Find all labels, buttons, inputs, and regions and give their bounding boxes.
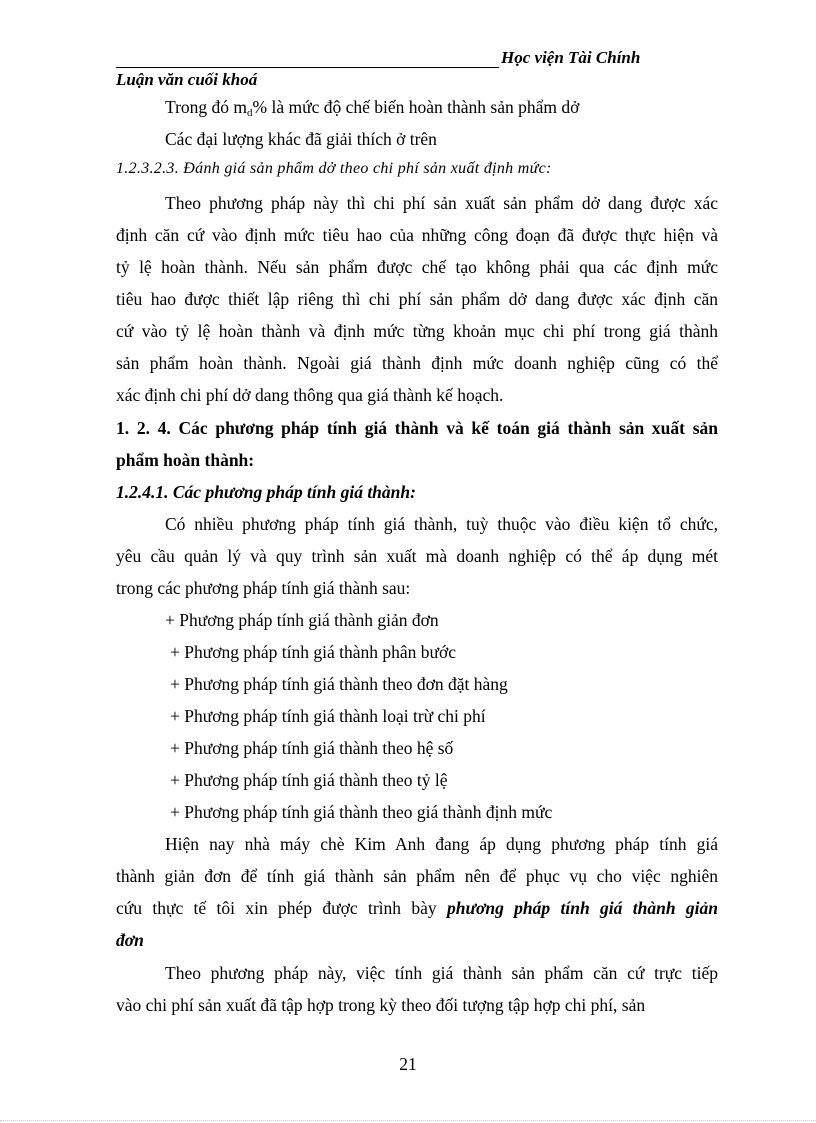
para3-line: Hiện nay nhà máy chè Kim Anh đang áp dụng phương pháp tính giá [165,834,718,854]
para1-line: tiêu hao được thiết lập riêng thì chi phí sản phẩm dở dang được xác định căn [116,289,718,309]
other-quantities-line: Các đại lượng khác đã giải thích ở trên [165,129,437,149]
method-list-item: + Phương pháp tính giá thành theo giá thành định mức [170,802,553,822]
para4-last-line: vào chi phí sản xuất đã tập hợp trong kỳ theo đối tượng tập hợp chi phí, sản [116,995,646,1015]
para2-line: Có nhiều phương pháp tính giá thành, tuỳ thuộc vào điều kiện tổ chức, [165,514,718,534]
section-heading-1-2-4-cont: phẩm hoàn thành: [116,450,255,470]
section-heading-1-2-4-1: 1.2.4.1. Các phương pháp tính giá thành: [116,482,416,502]
header-institution: Học viện Tài Chính [501,48,641,67]
method-list-item: + Phương pháp tính giá thành phân bước [170,642,456,662]
method-list-item: + Phương pháp tính giá thành theo đơn đặt hàng [170,674,508,694]
method-list-item: + Phương pháp tính giá thành giản đơn [165,610,439,630]
md-definition-line: Trong đó $m_d\%$ là mức độ chế biến hoàn thành sản phẩm dở [165,97,580,119]
para3-line-mixed: cứu thực tế tôi xin phép được trình bày phương pháp tính giá thành giản [116,898,718,918]
para1-line: sản phẩm hoàn thành. Ngoài giá thành định mức doanh nghiệp cũng có thể [116,353,718,373]
para1-line: cứ vào tỷ lệ hoàn thành và định mức từng khoản mục chi phí trong giá thành [116,321,718,341]
page-bottom-border [0,1120,816,1121]
para2-last-line: trong các phương pháp tính giá thành sau: [116,578,411,598]
para1-last-line: xác định chi phí dở dang thông qua giá thành kế hoạch. [116,385,504,405]
para1-line: định căn cứ vào định mức tiêu hao của những công đoạn đã được thực hiện và [116,225,718,245]
para1-line: tỷ lệ hoàn thành. Nếu sản phẩm được chế tạo không phải qua các định mức [116,257,718,277]
page-number: 21 [399,1054,417,1074]
para3-line: thành giản đơn để tính giá thành sản phẩm nên để phục vụ cho việc nghiên [116,866,718,886]
header-document-type: Luận văn cuối khoá [116,70,258,89]
method-list-item: + Phương pháp tính giá thành theo tỷ lệ [170,770,448,790]
section-heading-1-2-3-2-3: 1.2.3.2.3. Đánh giá sản phẩm dở theo chi phí sản xuất định mức: [116,160,552,177]
para2-line: yêu cầu quản lý và quy trình sản xuất mà doanh nghiệp có thể áp dụng mét [116,546,718,566]
header-rule [116,67,499,68]
section-heading-1-2-4: 1. 2. 4. Các phương pháp tính giá thành và kế toán giá thành sản xuất sản [116,418,718,438]
para3-emph-end: đơn [116,930,144,950]
method-list-item: + Phương pháp tính giá thành loại trừ chi phí [170,706,486,726]
method-list-item: + Phương pháp tính giá thành theo hệ số [170,738,454,758]
para4-line: Theo phương pháp này, việc tính giá thành sản phẩm căn cứ trực tiếp [165,963,718,983]
para1-line: Theo phương pháp này thì chi phí sản xuất sản phẩm dở dang được xác [165,193,718,213]
